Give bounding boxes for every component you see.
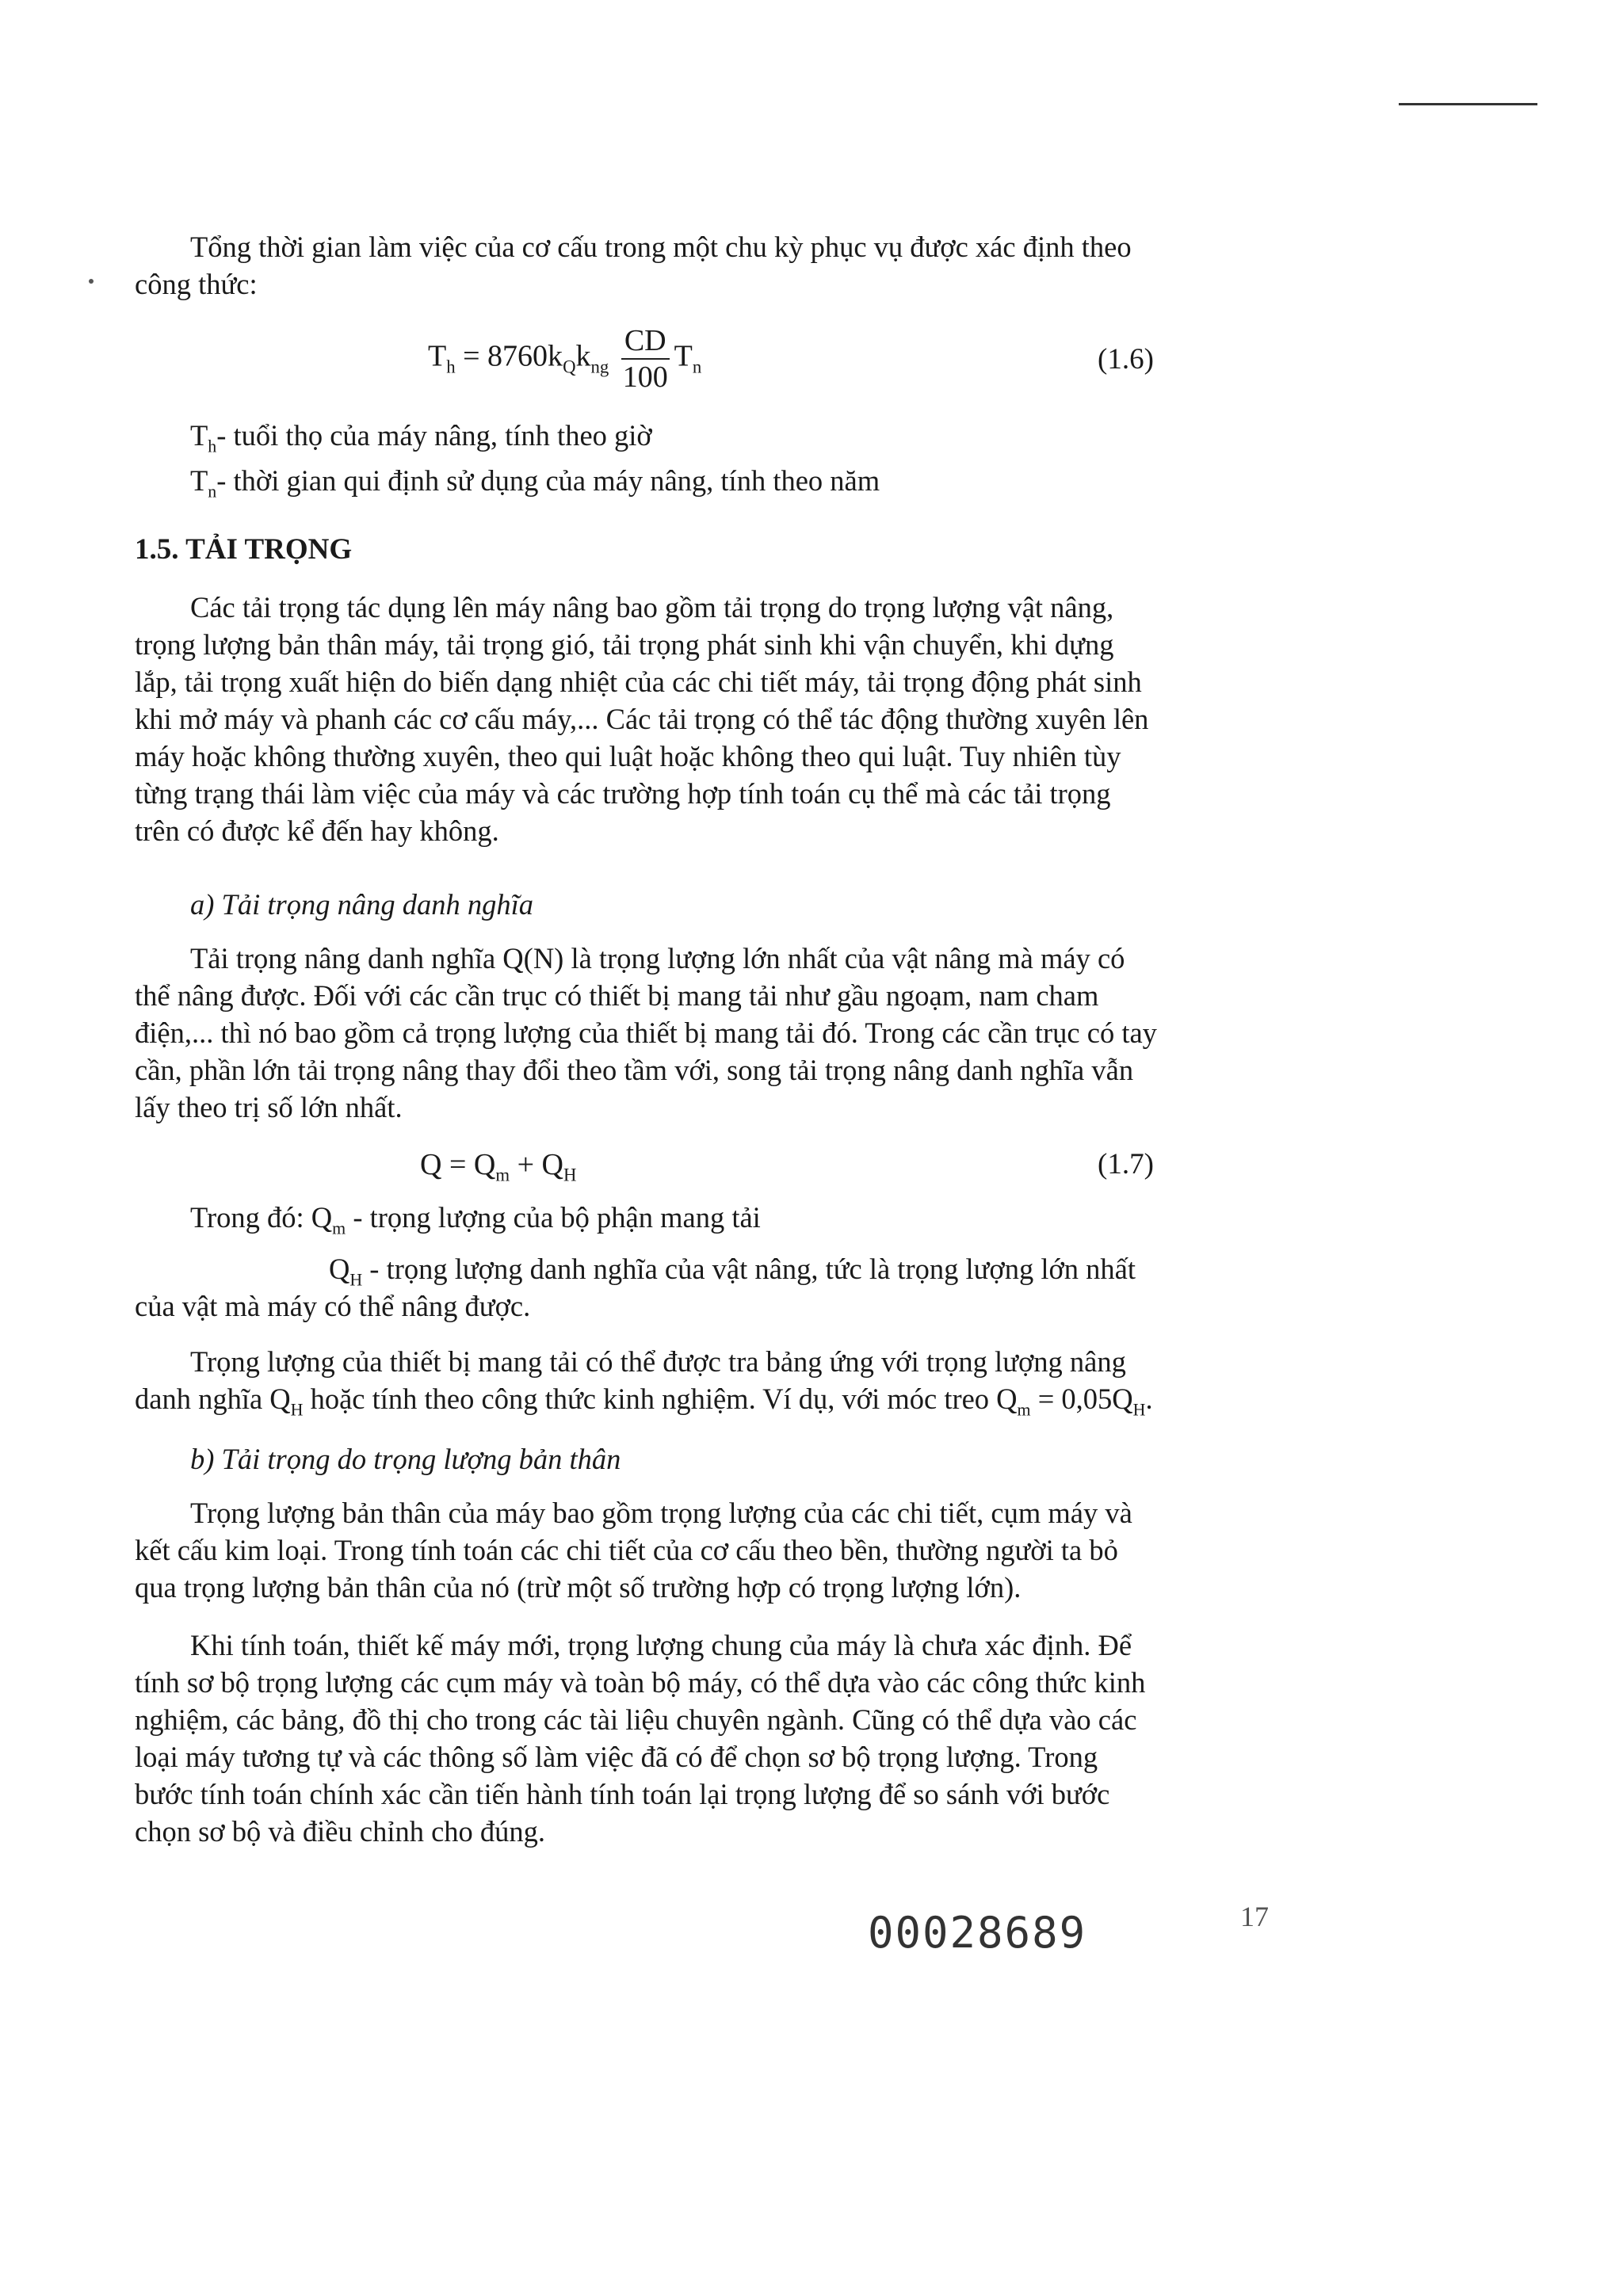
def-th: $T_h-$ tuổi thọ của máy nâng, tính theo giờ <box>190 419 652 456</box>
equation-label-1-7: (1.7) <box>1098 1148 1154 1180</box>
para1-line: trên có được kể đến hay không. <box>135 814 499 847</box>
header-rule <box>1399 103 1537 105</box>
para2-line: cần, phần lớn tải trọng nâng thay đổi theo tầm với, song tải trọng nâng danh nghĩa vẫn <box>135 1054 1134 1086</box>
para1-line: máy hoặc không thường xuyên, theo qui luật hoặc không theo qui luật. Tuy nhiên tùy <box>135 740 1121 772</box>
para2-line: Tải trọng nâng danh nghĩa Q(N) là trọng lượng lớn nhất của vật nâng mà máy có <box>190 942 1125 974</box>
equation-1-6: $T_h = 8760k_Qk_{ng}$ $\frac{CD}{100}$ $T_n$ <box>428 324 702 394</box>
where-qm: Trong đó: $Q_m$ - trọng lượng của bộ phận mang tải <box>190 1201 761 1238</box>
para5-line: bước tính toán chính xác cần tiến hành tính toán lại trọng lượng để so sánh với bước <box>135 1778 1110 1810</box>
document-stamp-number: 00028689 <box>868 1908 1087 1958</box>
equation-1-7: $Q = Q_m + Q_H$ <box>420 1148 577 1185</box>
intro-line-2: công thức: <box>135 268 258 300</box>
para3-line-1: Trọng lượng của thiết bị mang tải có thể được tra bảng ứng với trọng lượng nâng <box>190 1345 1126 1378</box>
subheading-a: a) Tải trọng nâng danh nghĩa <box>190 888 533 921</box>
para2-line: điện,... thì nó bao gồm cả trọng lượng của thiết bị mang tải đó. Trong các cần trục có tay <box>135 1016 1157 1049</box>
para1-line: trọng lượng bản thân máy, tải trọng gió, tải trọng phát sinh khi vận chuyển, khi dựng <box>135 628 1114 661</box>
para1-line: từng trạng thái làm việc của máy và các trường hợp tính toán cụ thể mà các tải trọng <box>135 777 1111 810</box>
page-number: 17 <box>1240 1901 1269 1932</box>
para1-line: khi mở máy và phanh các cơ cấu máy,... Các tải trọng có thể tác động thường xuyên lên <box>135 703 1149 735</box>
intro-line-1: Tổng thời gian làm việc của cơ cấu trong một chu kỳ phục vụ được xác định theo <box>190 231 1132 263</box>
equation-label-1-6: (1.6) <box>1098 343 1154 376</box>
para4-line: Trọng lượng bản thân của máy bao gồm trọng lượng của các chi tiết, cụm máy và <box>190 1497 1132 1529</box>
para4-line: qua trọng lượng bản thân của nó (trừ một số trường hợp có trọng lượng lớn). <box>135 1571 1022 1604</box>
para5-line: loại máy tương tự và các thông số làm việc đã có để chọn sơ bộ trọng lượng. Trong <box>135 1741 1098 1773</box>
para5-line: nghiệm, các bảng, đồ thị cho trong các tài liệu chuyên ngành. Cũng có thể dựa vào các <box>135 1703 1137 1736</box>
para5-line: chọn sơ bộ và điều chỉnh cho đúng. <box>135 1815 546 1848</box>
para2-line: thể nâng được. Đối với các cần trục có thiết bị mang tải như gầu ngoạm, nam cham <box>135 979 1099 1012</box>
para1-line: lắp, tải trọng xuất hiện do biến dạng nhiệt của các chi tiết máy, tải trọng động phát sinh <box>135 666 1142 698</box>
scan-speck <box>89 279 94 284</box>
para5-line: Khi tính toán, thiết kế máy mới, trọng lượng chung của máy là chưa xác định. Để <box>190 1629 1132 1661</box>
para3-line-2: danh nghĩa $Q_H$ hoặc tính theo công thức kinh nghiệm. Ví dụ, với móc treo $Q_m = 0,05Q_H$. <box>135 1383 1153 1420</box>
subheading-b: b) Tải trọng do trọng lượng bản thân <box>190 1443 621 1475</box>
para5-line: tính sơ bộ trọng lượng các cụm máy và toàn bộ máy, có thể dựa vào các công thức kinh <box>135 1666 1146 1699</box>
para2-line: lấy theo trị số lớn nhất. <box>135 1091 403 1123</box>
fraction: $\frac{CD}{100}$ <box>622 324 668 394</box>
para1-line: Các tải trọng tác dụng lên máy nâng bao gồm tải trọng do trọng lượng vật nâng, <box>190 591 1114 624</box>
where-qh: $Q_H$ - trọng lượng danh nghĩa của vật nâng, tức là trọng lượng lớn nhất <box>329 1253 1136 1290</box>
para4-line: kết cấu kim loại. Trong tính toán các chi tiết của cơ cấu theo bền, thường người ta bỏ <box>135 1534 1118 1566</box>
where-cont: của vật mà máy có thể nâng được. <box>135 1290 531 1322</box>
def-tn: $T_n-$ thời gian qui định sử dụng của máy nâng, tính theo năm <box>190 464 880 502</box>
section-heading: 1.5. TẢI TRỌNG <box>135 533 353 566</box>
